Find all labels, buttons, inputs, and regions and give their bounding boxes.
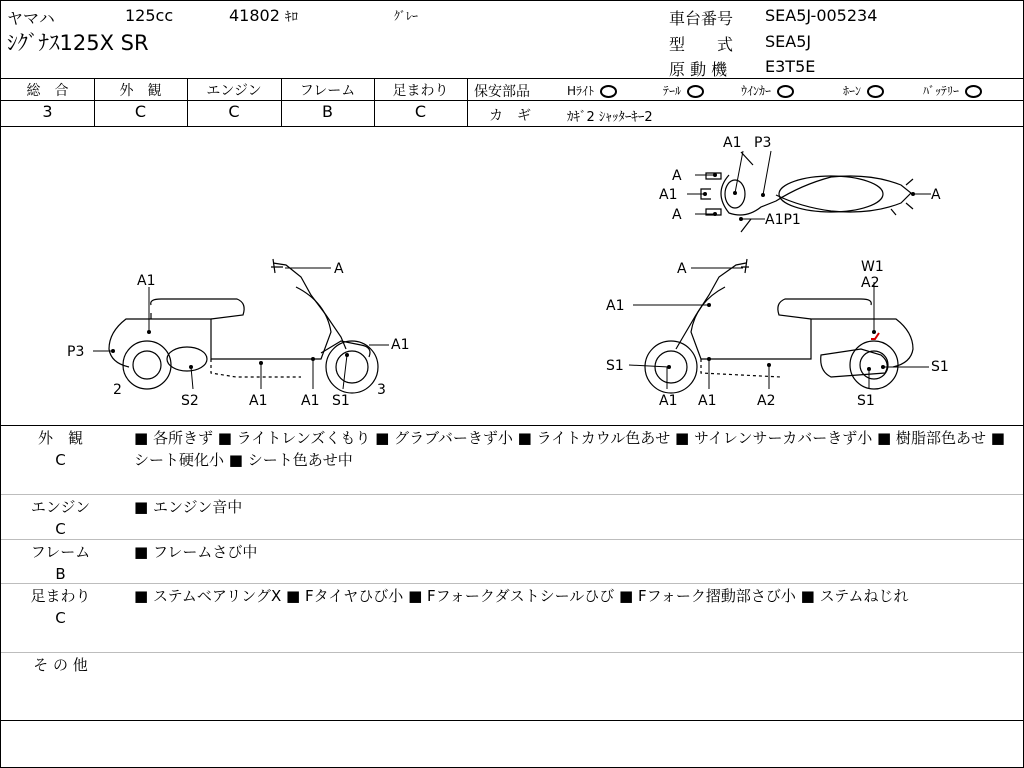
mileage-unit: ｷﾛ xyxy=(285,10,298,25)
type-label: 型 式 xyxy=(669,35,734,54)
damage-code: A1 xyxy=(659,187,678,203)
other-section-label: そ の 他 xyxy=(33,656,88,674)
damage-code: 3 xyxy=(377,382,386,398)
damage-code: A1 xyxy=(659,393,678,409)
damage-code: A1 xyxy=(606,298,625,314)
ok-circle-icon xyxy=(777,85,794,98)
ok-circle-icon xyxy=(867,85,884,98)
mileage-row xyxy=(229,6,298,25)
engine-model-label: 原 動 機 xyxy=(669,60,728,79)
safety-parts-label: 保安部品 xyxy=(474,84,530,100)
damage-code: A1P1 xyxy=(765,212,801,228)
engine-grade: C xyxy=(228,102,240,121)
divider xyxy=(1,425,1023,426)
damage-code: A2 xyxy=(757,393,776,409)
damage-code: 2 xyxy=(113,382,122,398)
key-label: カ ギ xyxy=(489,108,531,124)
safety-item-winker: ｳｲﾝｶｰ xyxy=(741,82,794,99)
damage-code: A1 xyxy=(723,135,742,151)
damage-code: A1 xyxy=(391,337,410,353)
damage-code: A1 xyxy=(301,393,320,409)
model-name: ｼｸﾞﾅｽ125X SR xyxy=(7,31,149,55)
overall-grade: 3 xyxy=(42,102,53,121)
top-view-scooter xyxy=(701,152,913,232)
divider xyxy=(1,494,1023,495)
divider xyxy=(1,652,1023,653)
damage-code: P3 xyxy=(754,135,772,151)
frame-label: フレーム xyxy=(299,83,356,99)
divider xyxy=(1,78,1023,79)
damage-code: W1 xyxy=(861,259,884,275)
damage-code: S1 xyxy=(931,359,949,375)
exterior-notes: ■ 各所きず ■ ライトレンズくもり ■ グラブバーきず小 ■ ライトカウル色あせ ■ サイレンサーカバーきず小 ■ 樹脂部色あせ ■ シート硬化小 ■ シート色あせ中 xyxy=(134,429,1005,469)
frame-section-label: フレーム B xyxy=(30,543,91,583)
exterior-grade: C xyxy=(134,102,147,121)
frame-number-label: 車台番号 xyxy=(669,9,734,28)
divider xyxy=(467,78,468,126)
displacement: 125cc xyxy=(125,6,174,25)
safety-item-battery: ﾊﾞｯﾃﾘｰ xyxy=(923,82,982,99)
damage-code: P3 xyxy=(67,344,85,360)
damage-diagram xyxy=(1,127,1023,425)
suspension-grade: C xyxy=(414,102,427,121)
ok-circle-icon xyxy=(600,85,617,98)
engine-label: エンジン xyxy=(206,83,262,99)
damage-code: A xyxy=(672,207,682,223)
damage-code: S1 xyxy=(857,393,875,409)
divider xyxy=(1,539,1023,540)
engine-model-value: E3T5E xyxy=(765,57,816,76)
type-value: SEA5J xyxy=(765,32,812,51)
frame-grade: B xyxy=(322,102,333,121)
suspension-section-label: 足まわり C xyxy=(30,587,91,627)
damage-code: A1 xyxy=(137,273,156,289)
engine-notes: ■ エンジン音中 xyxy=(134,498,243,516)
frame-notes: ■ フレームさび中 xyxy=(134,543,258,561)
divider xyxy=(1,720,1023,721)
safety-item-horn: ﾎｰﾝ xyxy=(843,82,884,99)
ok-circle-icon xyxy=(965,85,982,98)
exterior-section-label: 外 観 C xyxy=(37,429,83,469)
damage-code: S1 xyxy=(606,358,624,374)
color: ｸﾞﾚｰ xyxy=(394,9,419,23)
damage-code: S1 xyxy=(332,393,350,409)
suspension-notes: ■ ステムベアリングX ■ Fタイヤひび小 ■ Fフォークダストシールひび ■ Fフォーク摺動部さび小 ■ ステムねじれ xyxy=(134,587,909,605)
overall-label: 総 合 xyxy=(26,83,69,99)
key-value: ｶｷﾞ2 ｼｬｯﾀｰｷｰ2 xyxy=(567,110,653,125)
damage-code: A xyxy=(334,261,344,277)
exterior-label: 外 観 xyxy=(119,83,162,99)
damage-code: A2 xyxy=(861,275,880,291)
safety-item-headlight: Hﾗｲﾄ xyxy=(567,82,617,99)
engine-section-label: エンジン C xyxy=(30,498,91,538)
divider xyxy=(1,583,1023,584)
maker: ヤマハ xyxy=(7,9,55,28)
suspension-label: 足まわり xyxy=(392,83,449,99)
damage-code: A1 xyxy=(249,393,268,409)
damage-code: A xyxy=(677,261,687,277)
damage-code: S2 xyxy=(181,393,199,409)
safety-item-taillight: ﾃｰﾙ xyxy=(663,82,704,99)
frame-number: SEA5J-005234 xyxy=(765,6,878,25)
damage-code: A xyxy=(931,187,941,203)
damage-code: A xyxy=(672,168,682,184)
mileage: 41802 xyxy=(229,6,280,25)
damage-code: A1 xyxy=(698,393,717,409)
ok-circle-icon xyxy=(687,85,704,98)
